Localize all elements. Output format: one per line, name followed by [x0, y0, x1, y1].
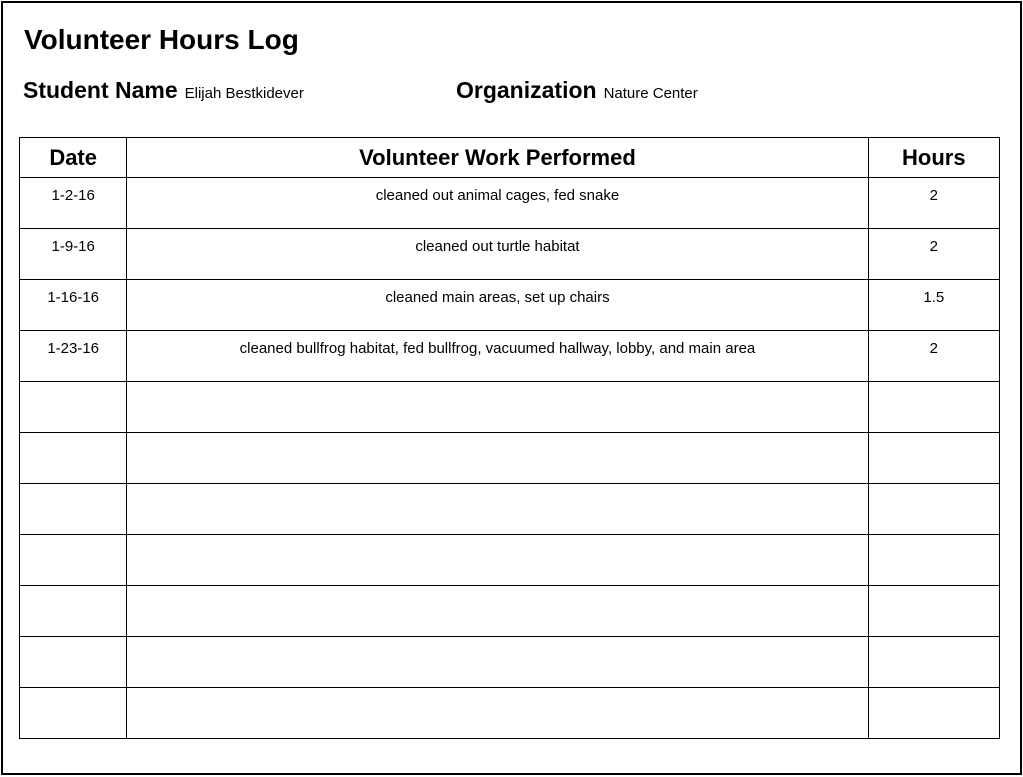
hours-cell — [868, 382, 999, 433]
work-cell — [127, 484, 868, 535]
work-column-header: Volunteer Work Performed — [127, 138, 868, 178]
table-row — [20, 433, 1000, 484]
date-cell: 1-9-16 — [20, 229, 127, 280]
hours-log-table — [19, 137, 1000, 739]
date-cell — [20, 637, 127, 688]
work-cell — [127, 586, 868, 637]
date-cell — [20, 382, 127, 433]
organization-label: Organization — [456, 77, 597, 103]
table-row — [20, 586, 1000, 637]
date-cell — [20, 484, 127, 535]
table-row — [20, 688, 1000, 739]
table-row — [20, 280, 1000, 331]
hours-cell: 2 — [868, 331, 999, 382]
work-cell — [127, 382, 868, 433]
table-header-row — [20, 138, 1000, 178]
work-cell — [127, 535, 868, 586]
work-cell: cleaned bullfrog habitat, fed bullfrog, vacuumed hallway, lobby, and main area — [127, 331, 868, 382]
table-row — [20, 535, 1000, 586]
table-row — [20, 484, 1000, 535]
table-row — [20, 637, 1000, 688]
work-cell: cleaned out animal cages, fed snake — [127, 178, 868, 229]
date-cell — [20, 586, 127, 637]
log-page — [1, 1, 1022, 775]
work-cell: cleaned out turtle habitat — [127, 229, 868, 280]
hours-cell — [868, 535, 999, 586]
student-name-label: Student Name — [23, 77, 178, 103]
date-column-header: Date — [20, 138, 127, 178]
student-name-field — [23, 77, 304, 109]
date-cell: 1-2-16 — [20, 178, 127, 229]
work-cell: cleaned main areas, set up chairs — [127, 280, 868, 331]
work-cell — [127, 637, 868, 688]
page-title: Volunteer Hours Log — [24, 24, 299, 55]
hours-cell: 2 — [868, 178, 999, 229]
table-row — [20, 229, 1000, 280]
student-name-value: Elijah Bestkidever — [184, 85, 304, 102]
date-cell: 1-16-16 — [20, 280, 127, 331]
date-cell — [20, 433, 127, 484]
hours-cell: 2 — [868, 229, 999, 280]
hours-cell — [868, 433, 999, 484]
hours-cell — [868, 484, 999, 535]
date-cell — [20, 688, 127, 739]
hours-cell: 1.5 — [868, 280, 999, 331]
table-row — [20, 382, 1000, 433]
organization-field — [456, 77, 698, 109]
work-cell — [127, 433, 868, 484]
hours-column-header: Hours — [868, 138, 999, 178]
table-row — [20, 178, 1000, 229]
table-row — [20, 331, 1000, 382]
organization-value: Nature Center — [603, 85, 698, 102]
date-cell — [20, 535, 127, 586]
hours-cell — [868, 637, 999, 688]
hours-cell — [868, 688, 999, 739]
work-cell — [127, 688, 868, 739]
hours-cell — [868, 586, 999, 637]
date-cell: 1-23-16 — [20, 331, 127, 382]
